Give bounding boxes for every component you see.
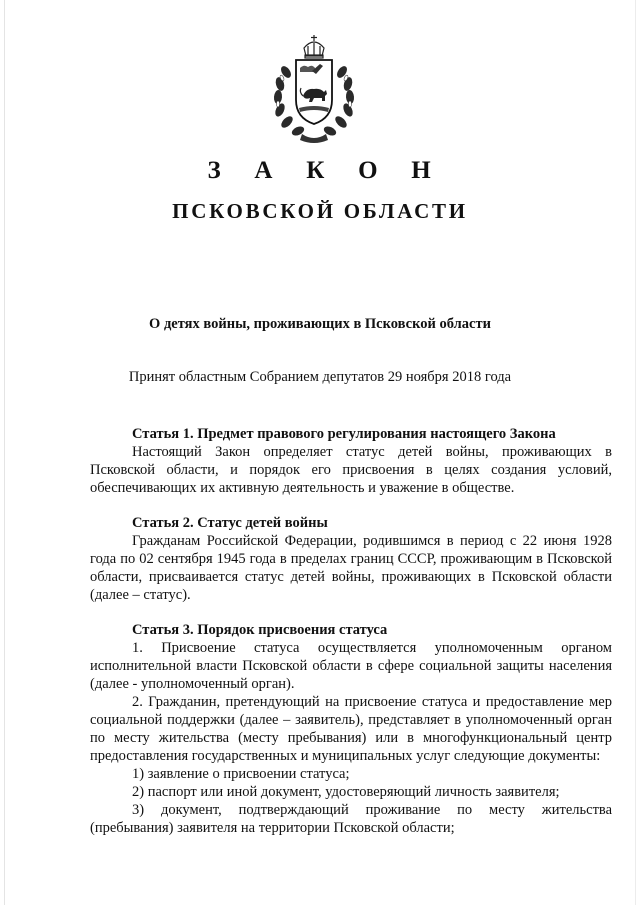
article-2-paragraph: Гражданам Российской Федерации, родившимся в период с 22 июня 1928 года по 02 сентября 1945 года в пределах границ СССР, проживающим в Псковской области, присваивается статус детей войны, проживающих в Псковской области (далее – статус). [90, 533, 612, 603]
document-subtitle: ПСКОВСКОЙ ОБЛАСТИ [172, 199, 468, 223]
page-edge-right [635, 0, 636, 905]
article-3-item-2: 2) паспорт или иной документ, удостоверяющий личность заявителя; [132, 784, 560, 800]
article-3-paragraph-2: 2. Гражданин, претендующий на присвоение статуса и предоставление мер социальной поддержки (далее – заявитель), представляет в уполномоченный орган по месту жительства (месту пребывания) или в многофункциональный центр предоставления государственных и муниципальных услуг следующие документы: [90, 694, 612, 764]
document-title: З А К О Н [207, 157, 445, 184]
document-body [90, 425, 612, 837]
article-3-title: Статья 3. Порядок присвоения статуса [132, 622, 388, 638]
article-2-title: Статья 2. Статус детей войны [132, 515, 328, 531]
adoption-note: Принят областным Собранием депутатов 29 ноября 2018 года [128, 369, 512, 385]
law-name: О детях войны, проживающих в Псковской области [149, 316, 491, 332]
article-3-item-1: 1) заявление о присвоении статуса; [132, 766, 350, 782]
article-3-item-3: 3) документ, подтверждающий проживание по месту жительства (пребывания) заявителя на территории Псковской области; [90, 802, 612, 836]
article-3-paragraph-1: 1. Присвоение статуса осуществляется уполномоченным органом исполнительной власти Псковской области в сфере социальной защиты населения (далее - уполномоченный орган). [90, 640, 612, 692]
pskov-coat-of-arms-emblem [268, 34, 360, 144]
article-1-title: Статья 1. Предмет правового регулирования настоящего Закона [132, 426, 556, 442]
article-1-paragraph: Настоящий Закон определяет статус детей войны, проживающих в Псковской области, и порядок его присвоения в целях создания условий, обеспечивающих их активную деятельность и уважение в обществе. [90, 444, 612, 496]
page-edge-left [4, 0, 5, 905]
